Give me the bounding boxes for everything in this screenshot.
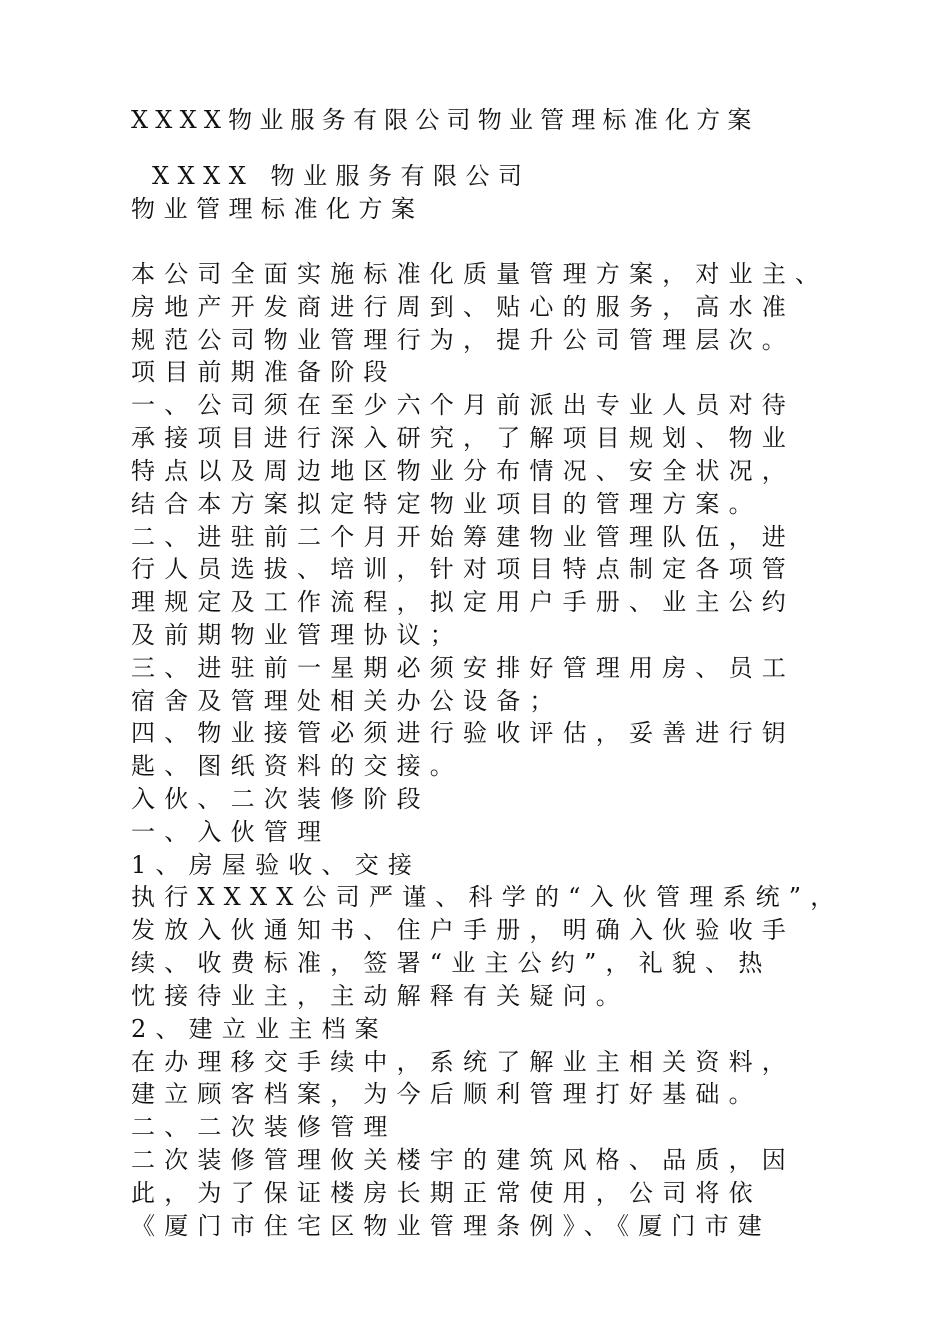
body-line: 承接项目进行深入研究，了解项目规划、物业 [131, 424, 795, 453]
body-line: 一、公司须在至少六个月前派出专业人员对待 [131, 391, 795, 420]
body-line: 二次装修管理攸关楼宇的建筑风格、品质，因 [131, 1145, 795, 1174]
body-line: 发放入伙通知书、住户手册，明确入伙验收手 [131, 916, 795, 945]
body-line: 本公司全面实施标准化质量管理方案，对业主、 [131, 260, 829, 288]
body-line: 结合本方案拟定特定物业项目的管理方案。 [131, 489, 762, 518]
body-line: 四、物业接管必须进行验收评估，妥善进行钥 [131, 719, 795, 748]
body-line: 忱接待业主，主动解释有关疑问。 [131, 981, 629, 1010]
body-line: 此，为了保证楼房长期正常使用，公司将依 [131, 1178, 762, 1207]
body-line: 规范公司物业管理行为，提升公司管理层次。 [131, 325, 795, 354]
company-name-heading: XXXX 物业服务有限公司 [152, 162, 531, 190]
item-heading: 2、建立业主档案 [131, 1014, 388, 1043]
body-line: 及前期物业管理协议； [131, 620, 463, 649]
body-line: 续、收费标准，签署“业主公约”，礼貌、热 [131, 949, 772, 978]
body-line: 宿舍及管理处相关办公设备； [131, 686, 563, 715]
subsection-heading: 二、二次装修管理 [131, 1113, 397, 1142]
body-line: 《厦门市住宅区物业管理条例》、《厦门市建 [131, 1211, 771, 1240]
body-line: 理规定及工作流程，拟定用户手册、业主公约 [131, 588, 795, 617]
body-line: 二、进驻前二个月开始筹建物业管理队伍，进 [131, 522, 795, 551]
body-line: 匙、图纸资料的交接。 [131, 752, 463, 781]
section-heading: 入伙、二次装修阶段 [131, 785, 430, 813]
body-line: 行人员选拔、培训，针对项目特点制定各项管 [131, 555, 795, 584]
body-line: 在办理移交手续中，系统了解业主相关资料， [131, 1047, 795, 1076]
item-heading: 1、房屋验收、交接 [131, 850, 422, 879]
body-line: 房地产开发商进行周到、贴心的服务，高水准 [131, 292, 795, 321]
plan-name-heading: 物业管理标准化方案 [131, 195, 424, 223]
document-title: XXXX物业服务有限公司物业管理标准化方案 [131, 106, 759, 134]
body-line: 三、进驻前一星期必须安排好管理用房、员工 [131, 653, 795, 682]
body-line: 执行XXXX公司严谨、科学的“入伙管理系统”， [131, 883, 844, 912]
body-line: 特点以及周边地区物业分布情况、安全状况， [131, 456, 795, 485]
subsection-heading: 一、入伙管理 [131, 817, 331, 846]
section-heading: 项目前期准备阶段 [131, 358, 397, 387]
body-line: 建立顾客档案，为今后顺利管理打好基础。 [131, 1080, 762, 1109]
document-body [131, 258, 931, 1242]
